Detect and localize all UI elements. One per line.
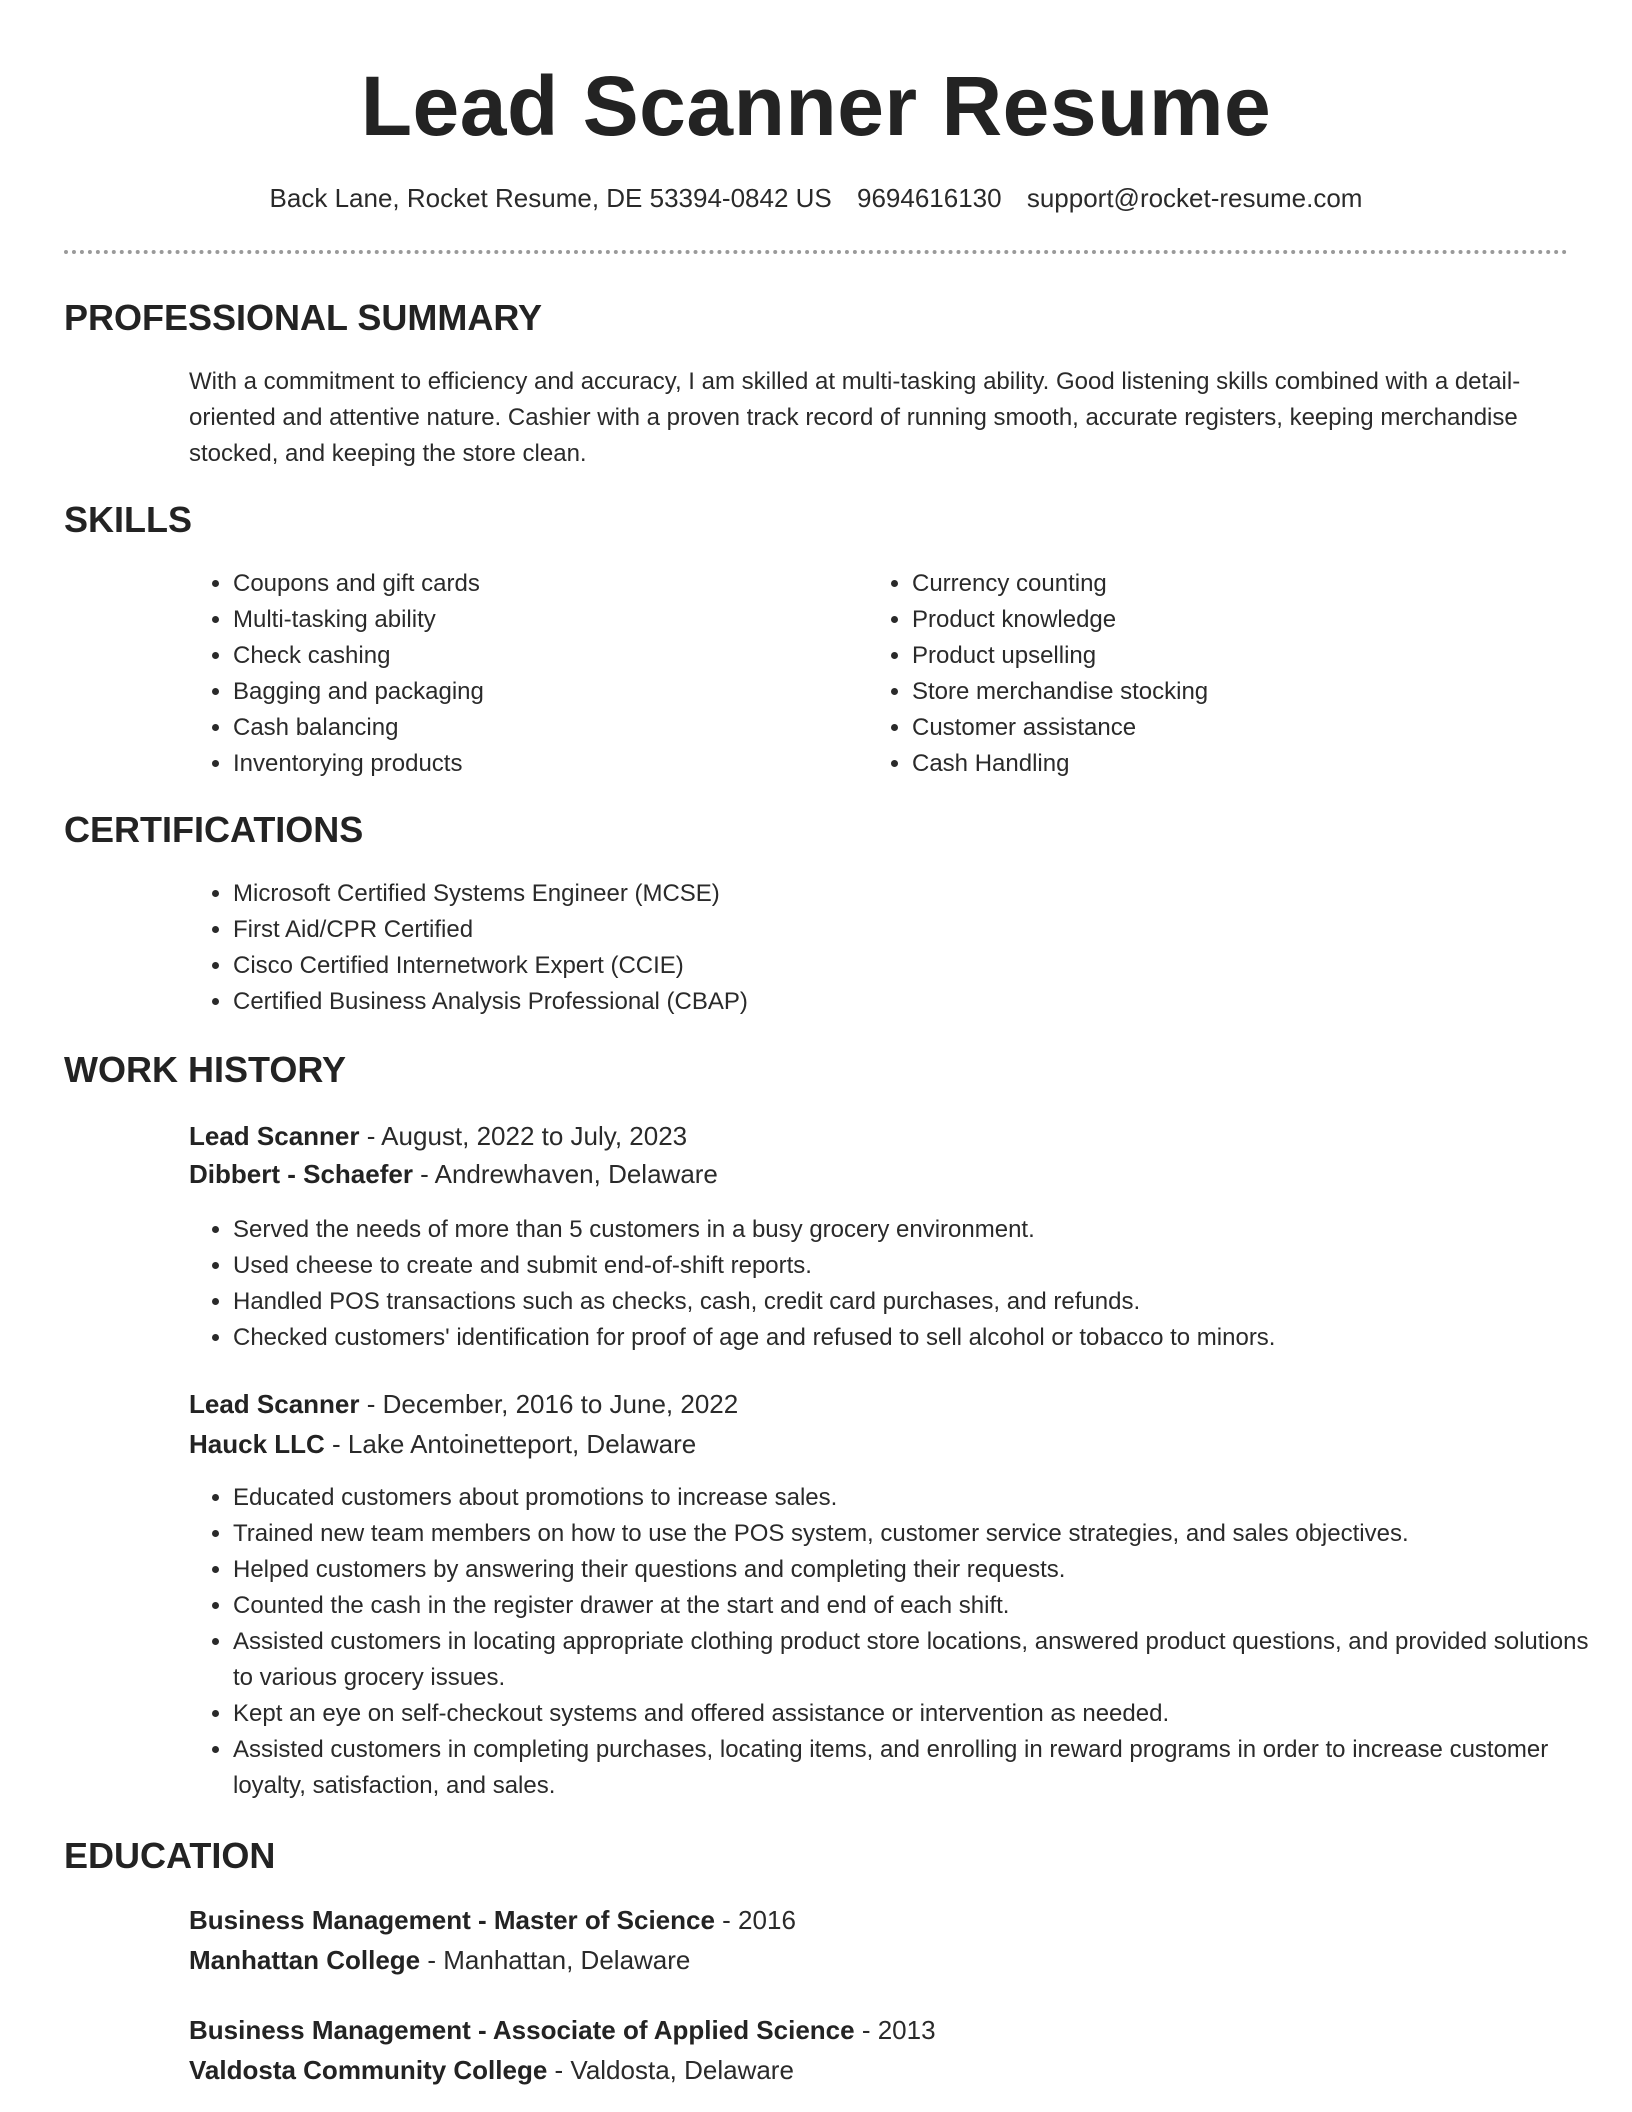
job-location: - Andrewhaven, Delaware: [412, 1159, 718, 1189]
job-company-line: [189, 1156, 718, 1192]
job-bullets: [189, 1480, 1593, 1804]
section-heading-summary: PROFESSIONAL SUMMARY: [64, 297, 543, 338]
list-item: • Currency counting: [912, 566, 1552, 602]
list-item: • First Aid/CPR Certified: [233, 912, 1573, 948]
contact-email: support@rocket-resume.com: [1026, 183, 1363, 213]
list-item: • Counted the cash in the register drawer at the start and end of each shift.: [233, 1588, 1593, 1624]
job-dates: - December, 2016 to June, 2022: [359, 1389, 739, 1419]
education-location: - Valdosta, Delaware: [547, 2055, 794, 2085]
resume-title: Lead Scanner Resume: [360, 59, 1272, 153]
list-item: • Checked customers' identification for proof of age and refused to sell alcohol or tobacco to minors.: [233, 1320, 1593, 1356]
education-school: Manhattan College: [189, 1945, 421, 1975]
summary-text: With a commitment to efficiency and accuracy, I am skilled at multi-tasking ability. Good listening skills combined with a detail-oriented and attentive nature. Cashier with a proven track record of running smooth, accurate registers, keeping merchandise stocked, and keeping the store clean.: [189, 368, 1521, 467]
skills-list-left: [189, 566, 873, 782]
education-degree-line: [189, 1902, 796, 1938]
job-location: - Lake Antoinetteport, Delaware: [324, 1429, 697, 1459]
contact-address: Back Lane, Rocket Resume, DE 53394-0842 US: [269, 183, 832, 213]
list-item: • Kept an eye on self-checkout systems and offered assistance or intervention as needed.: [233, 1696, 1593, 1732]
list-item: • Helped customers by answering their questions and completing their requests.: [233, 1552, 1593, 1588]
job-title-line: [189, 1386, 738, 1422]
list-item: • Multi-tasking ability: [233, 602, 873, 638]
job-title: Lead Scanner: [189, 1389, 360, 1419]
list-item: • Store merchandise stocking: [912, 674, 1552, 710]
list-item: • Trained new team members on how to use the POS system, customer service strategies, and sales objectives.: [233, 1516, 1593, 1552]
job-title: Lead Scanner: [189, 1121, 360, 1151]
header-divider: [64, 250, 1568, 254]
job-company-line: [189, 1426, 696, 1462]
job-company: Hauck LLC: [189, 1429, 325, 1459]
list-item: • Assisted customers in completing purchases, locating items, and enrolling in reward programs in order to increase customer loyalty, satisfaction, and sales.: [233, 1732, 1593, 1804]
list-item: • Cash Handling: [912, 746, 1552, 782]
list-item: • Coupons and gift cards: [233, 566, 873, 602]
list-item: • Educated customers about promotions to increase sales.: [233, 1480, 1593, 1516]
education-degree-line: [189, 2012, 936, 2048]
list-item: • Product knowledge: [912, 602, 1552, 638]
list-item: • Inventorying products: [233, 746, 873, 782]
contact-phone: 9694616130: [856, 183, 1002, 213]
education-degree: Business Management - Associate of Applied Science: [189, 2015, 855, 2045]
education-location: - Manhattan, Delaware: [420, 1945, 691, 1975]
contact-line: [0, 180, 1632, 216]
education-degree: Business Management - Master of Science: [189, 1905, 715, 1935]
list-item: • Bagging and packaging: [233, 674, 873, 710]
list-item: • Product upselling: [912, 638, 1552, 674]
job-company: Dibbert - Schaefer: [189, 1159, 413, 1189]
education-year: - 2016: [714, 1905, 796, 1935]
education-school-line: [189, 1942, 690, 1978]
skills-list-right: [868, 566, 1552, 782]
list-item: • Customer assistance: [912, 710, 1552, 746]
list-item: • Certified Business Analysis Professional (CBAP): [233, 984, 1573, 1020]
section-heading-skills: SKILLS: [64, 499, 193, 540]
education-school: Valdosta Community College: [189, 2055, 548, 2085]
list-item: • Check cashing: [233, 638, 873, 674]
job-title-line: [189, 1118, 687, 1154]
certifications-list: [189, 876, 1573, 1020]
list-item: • Served the needs of more than 5 customers in a busy grocery environment.: [233, 1212, 1593, 1248]
education-school-line: [189, 2052, 794, 2088]
section-heading-education: EDUCATION: [64, 1835, 276, 1876]
list-item: • Handled POS transactions such as checks, cash, credit card purchases, and refunds.: [233, 1284, 1593, 1320]
job-dates: - August, 2022 to July, 2023: [359, 1121, 688, 1151]
list-item: • Microsoft Certified Systems Engineer (MCSE): [233, 876, 1573, 912]
list-item: • Used cheese to create and submit end-of-shift reports.: [233, 1248, 1593, 1284]
list-item: • Cisco Certified Internetwork Expert (CCIE): [233, 948, 1573, 984]
section-heading-work: WORK HISTORY: [64, 1049, 347, 1090]
list-item: • Assisted customers in locating appropriate clothing product store locations, answered product questions, and provided solutions to various grocery issues.: [233, 1624, 1593, 1696]
section-heading-certifications: CERTIFICATIONS: [64, 809, 364, 850]
job-bullets: [189, 1212, 1593, 1356]
list-item: • Cash balancing: [233, 710, 873, 746]
education-year: - 2013: [854, 2015, 936, 2045]
